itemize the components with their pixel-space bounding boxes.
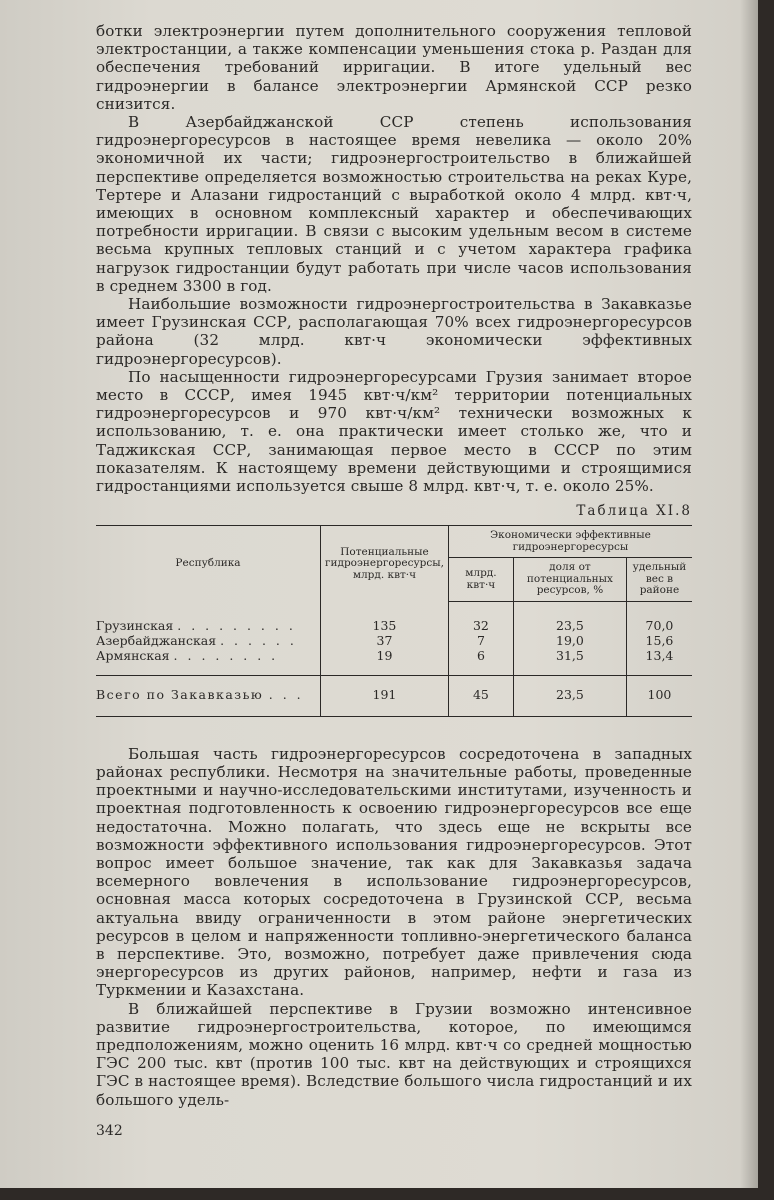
cell-weight: 15,6	[626, 633, 692, 648]
cell-potential: 19	[321, 648, 449, 676]
hydro-resources-table	[96, 525, 692, 717]
cell-share: 31,5	[513, 648, 626, 676]
total-share: 23,5	[513, 675, 626, 716]
page-number: 342	[96, 1122, 123, 1139]
header-share-of-potential: доля от потенциальных ресурсов, %	[513, 558, 626, 602]
header-effective-bln: млрд. квт·ч	[448, 558, 513, 602]
table-row	[96, 601, 692, 633]
cell-effective: 6	[448, 648, 513, 676]
leader-dots: . . . . . . . .	[173, 647, 279, 663]
cell-potential: 37	[321, 633, 449, 648]
cell-weight: 13,4	[626, 648, 692, 676]
row-name: Армянская	[96, 647, 170, 663]
row-name: Грузинская	[96, 617, 174, 633]
header-republic: Республика	[175, 557, 241, 570]
paragraph-5: Большая часть гидроэнергоресурсов сосредоточена в западных районах республики. Несмотря на значительные работы, проведенные проектными и научно-исследовательскими институтами, изученность и проектная подготовленность к освоению гидроэнергоресурсов все еще недостаточна. Можно полагать, что здесь еще не вскрыты все возможности эффективного использования гидроэнергоресурсов. Этот вопрос имеет большое значение, так как для Закавказья задача всемерного вовлечения в использование гидроэнергоресурсов, основная масса которых сосредоточена в Грузинской ССР, весьма актуальна ввиду ограниченности в этом районе энергетических ресурсов в целом и напряженности топливно-энергетического баланса в перспективе. Это, возможно, потребует даже привлечения сюда энергоресурсов из других районов, например, нефти и газа из Туркмении и Казахстана.	[96, 744, 692, 1000]
total-effective: 45	[448, 675, 513, 716]
row-name: Азербайджанская	[96, 632, 217, 648]
total-name: Всего по Закавказью	[96, 686, 264, 702]
cell-potential: 135	[321, 601, 449, 633]
table-caption: Таблица XI.8	[576, 503, 692, 520]
cell-effective: 32	[448, 601, 513, 633]
paragraph-6: В ближайшей перспективе в Грузии возможно интенсивное развитие гидроэнергостроительства, которое, по имеющимся предположениям, можно оценить 16 млрд. квт·ч со средней мощностью ГЭС 200 тыс. квт (против 100 тыс. квт на действующих и строящихся ГЭС в настоящее время). Вследствие большого числа гидростанций и их большого удель-	[96, 999, 692, 1109]
table-row	[96, 633, 692, 648]
total-potential: 191	[321, 675, 449, 716]
table-total-row	[96, 675, 692, 716]
total-weight: 100	[626, 675, 692, 716]
paragraph-3: Наибольшие возможности гидроэнергостроительства в Закавказье имеет Грузинская ССР, располагающая 70% всех гидроэнергоресурсов района (32 млрд. квт·ч экономически эффективных гидроэнергоресурсов).	[96, 295, 692, 368]
header-potential: Потенциальные гидроэнергоресурсы, млрд. квт·ч	[321, 526, 449, 602]
leader-dots: . . . . . . . . .	[177, 617, 296, 633]
header-effective-group: Экономически эффективные гидроэнергоресурсы	[448, 526, 692, 558]
table-row	[96, 648, 692, 676]
cell-effective: 7	[448, 633, 513, 648]
leader-dots: . . .	[268, 686, 304, 702]
paragraph-2: В Азербайджанской ССР степень использования гидроэнергоресурсов в настоящее время невелика — около 20% экономичной их части; гидроэнергостроительство в ближайшей перспективе определяется возможностью строительства на реках Куре, Тертере и Алазани гидростанций с выработкой около 4 млрд. квт·ч, имеющих в основном комплексный характер и обеспечивающих потребности ирригации. В связи с высоким удельным весом в системе весьма крупных тепловых станций и с учетом характера графика нагрузок гидростанции будут работать при числе часов использования в среднем 3300 в год.	[96, 113, 692, 295]
header-weight-in-region: удельный вес в районе	[626, 558, 692, 602]
leader-dots: . . . . . .	[220, 632, 297, 648]
cell-share: 23,5	[513, 601, 626, 633]
cell-weight: 70,0	[626, 601, 692, 633]
paragraph-4: По насыщенности гидроэнергоресурсами Грузия занимает второе место в СССР, имея 1945 квт·ч/км² территории потенциальных гидроэнергоресурсов и 970 квт·ч/км² технически возможных к использованию, т. е. она практически имеет столько же, что и Таджикская ССР, занимающая первое место в СССР по этим показателям. К настоящему времени действующими и строящимися гидростанциями используется свыше 8 млрд. квт·ч, т. е. около 25%.	[96, 367, 692, 496]
paragraph-1: ботки электроэнергии путем дополнительного сооружения тепловой электростанции, а также компенсации уменьшения стока р. Раздан для обеспечения требований ирригации. В итоге удельный вес гидроэнергии в балансе электроэнергии Армянской ССР резко снизится.	[96, 22, 692, 113]
cell-share: 19,0	[513, 633, 626, 648]
